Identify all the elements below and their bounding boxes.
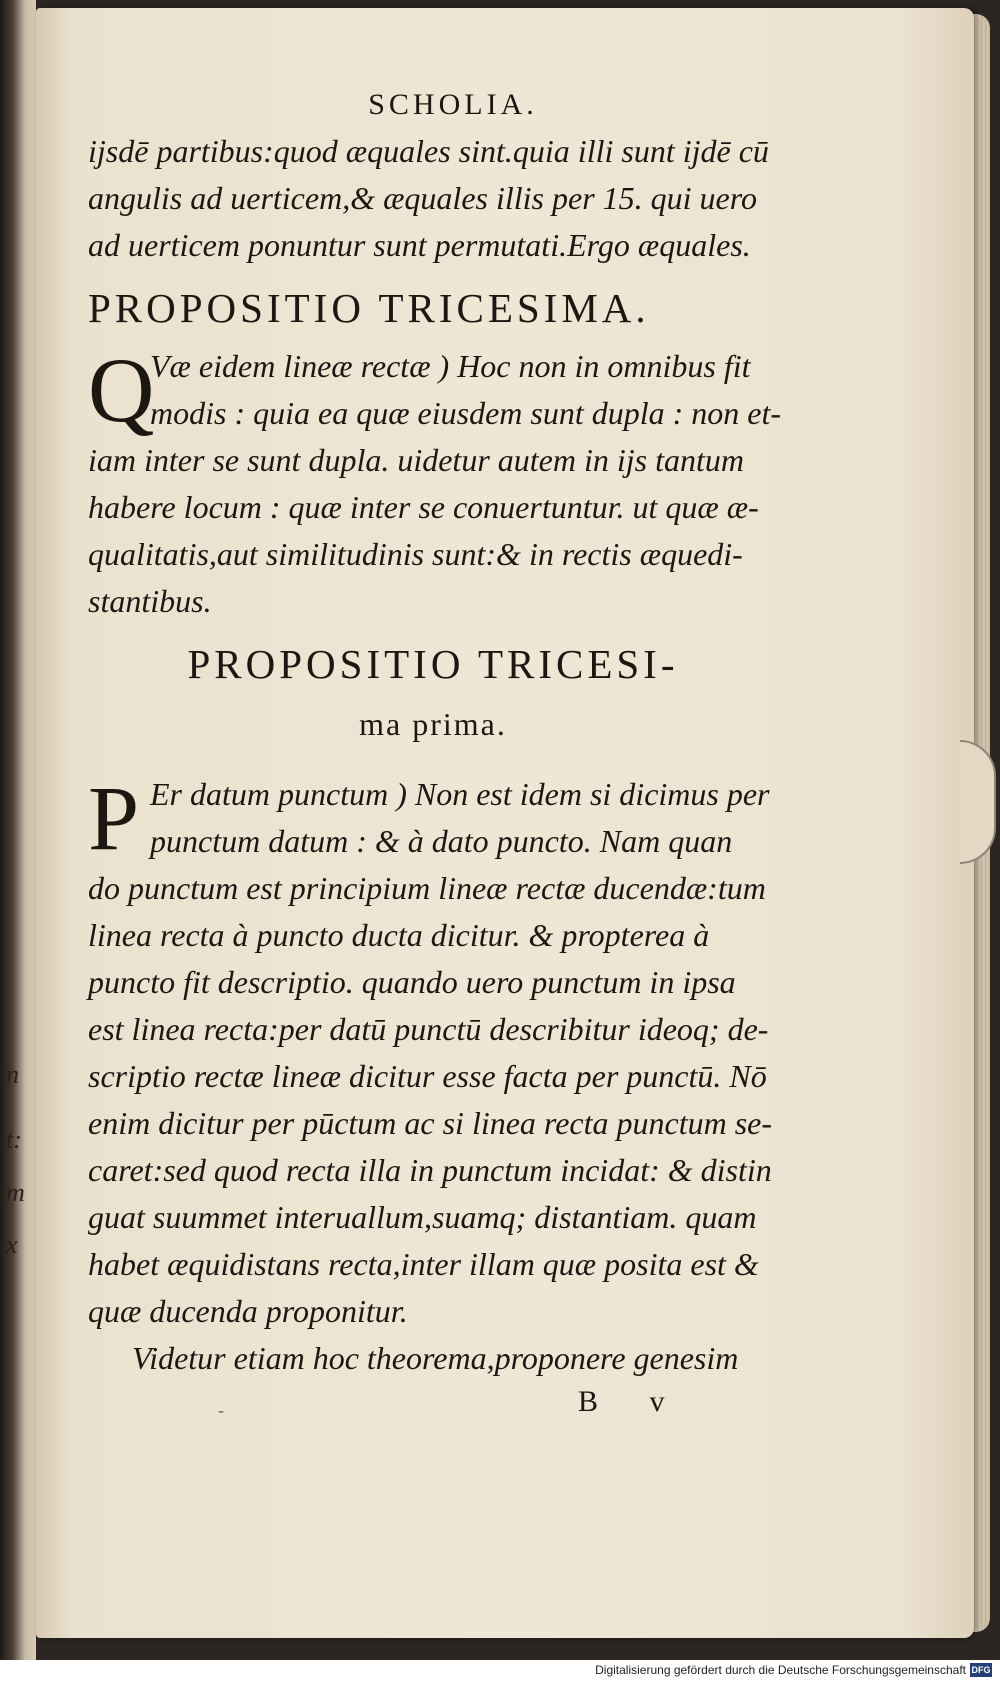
section-heading: PROPOSITIO TRICESIMA.	[88, 285, 650, 331]
facing-page-edge	[0, 0, 36, 1660]
margin-fragment: t:	[6, 1125, 22, 1154]
text-line: habet æquidistans recta,inter illam quæ posita est &	[88, 1246, 759, 1282]
text-line: enim dicitur per pūctum ac si linea recta punctum se-	[88, 1105, 772, 1141]
text-line: ad uerticem ponuntur sunt permutati.Ergo æquales.	[88, 227, 751, 263]
signature-line	[88, 1382, 778, 1422]
funding-credit: Digitalisierung gefördert durch die Deutsche Forschungsgemeinschaft	[595, 1663, 966, 1677]
page-text	[88, 88, 782, 1422]
section-heading: PROPOSITIO TRICESI-	[187, 641, 679, 687]
running-head: SCHOLIA.	[368, 88, 538, 121]
text-line: est linea recta:per datū punctū describitur ideoq; de-	[88, 1011, 769, 1047]
text-line: guat suummet interuallum,suamq; distantiam. quam	[88, 1199, 757, 1235]
text-line: Væ eidem lineæ rectæ ) Hoc non in omnibus fit	[150, 348, 751, 384]
ink-mark: -	[218, 1400, 224, 1420]
text-line: stantibus.	[88, 583, 212, 619]
margin-fragment: m	[6, 1178, 25, 1207]
paragraph-prop-30	[88, 339, 782, 625]
continuation-paragraph	[88, 128, 778, 269]
text-line: puncto fit descriptio. quando uero punctum in ipsa	[88, 964, 736, 1000]
text-line: scriptio rectæ lineæ dicitur esse facta per punctū. Nō	[88, 1058, 767, 1094]
drop-cap: Q	[88, 339, 155, 441]
section-heading-continued: ma prima.	[359, 706, 507, 742]
drop-cap: P	[88, 767, 140, 869]
text-line: habere locum : quæ inter se conuertuntur. ut quæ æ-	[88, 489, 759, 525]
signature-mark: B v	[578, 1385, 687, 1418]
text-line: Er datum punctum ) Non est idem si dicimus per	[150, 776, 770, 812]
text-line: iam inter se sunt dupla. uidetur autem in ijs tantum	[88, 442, 744, 478]
text-line: Videtur etiam hoc theorema,proponere genesim	[132, 1340, 739, 1376]
text-line: punctum datum : & à dato puncto. Nam quan	[150, 823, 733, 859]
text-line: caret:sed quod recta illa in punctum incidat: & distin	[88, 1152, 772, 1188]
text-line: qualitatis,aut similitudinis sunt:& in rectis æquedi-	[88, 536, 743, 572]
paragraph-prop-31	[88, 767, 778, 1382]
margin-fragment: n	[6, 1060, 19, 1089]
text-line: do punctum est principium lineæ rectæ ducendæ:tum	[88, 870, 766, 906]
text-line: linea recta à puncto ducta dicitur. & propterea à	[88, 917, 710, 953]
dfg-logo-icon: DFG	[971, 1665, 991, 1675]
text-line: ijsdē partibus:quod æquales sint.quia illi sunt ijdē cū	[88, 133, 769, 169]
thumb-tab	[960, 740, 996, 864]
text-line: quæ ducenda proponitur.	[88, 1293, 408, 1329]
text-line: angulis ad uerticem,& æquales illis per 15. qui uero	[88, 180, 757, 216]
margin-fragment: x	[6, 1230, 18, 1259]
text-line: modis : quia ea quæ eiusdem sunt dupla : non et-	[150, 395, 782, 431]
footer-bar	[0, 1660, 1000, 1681]
